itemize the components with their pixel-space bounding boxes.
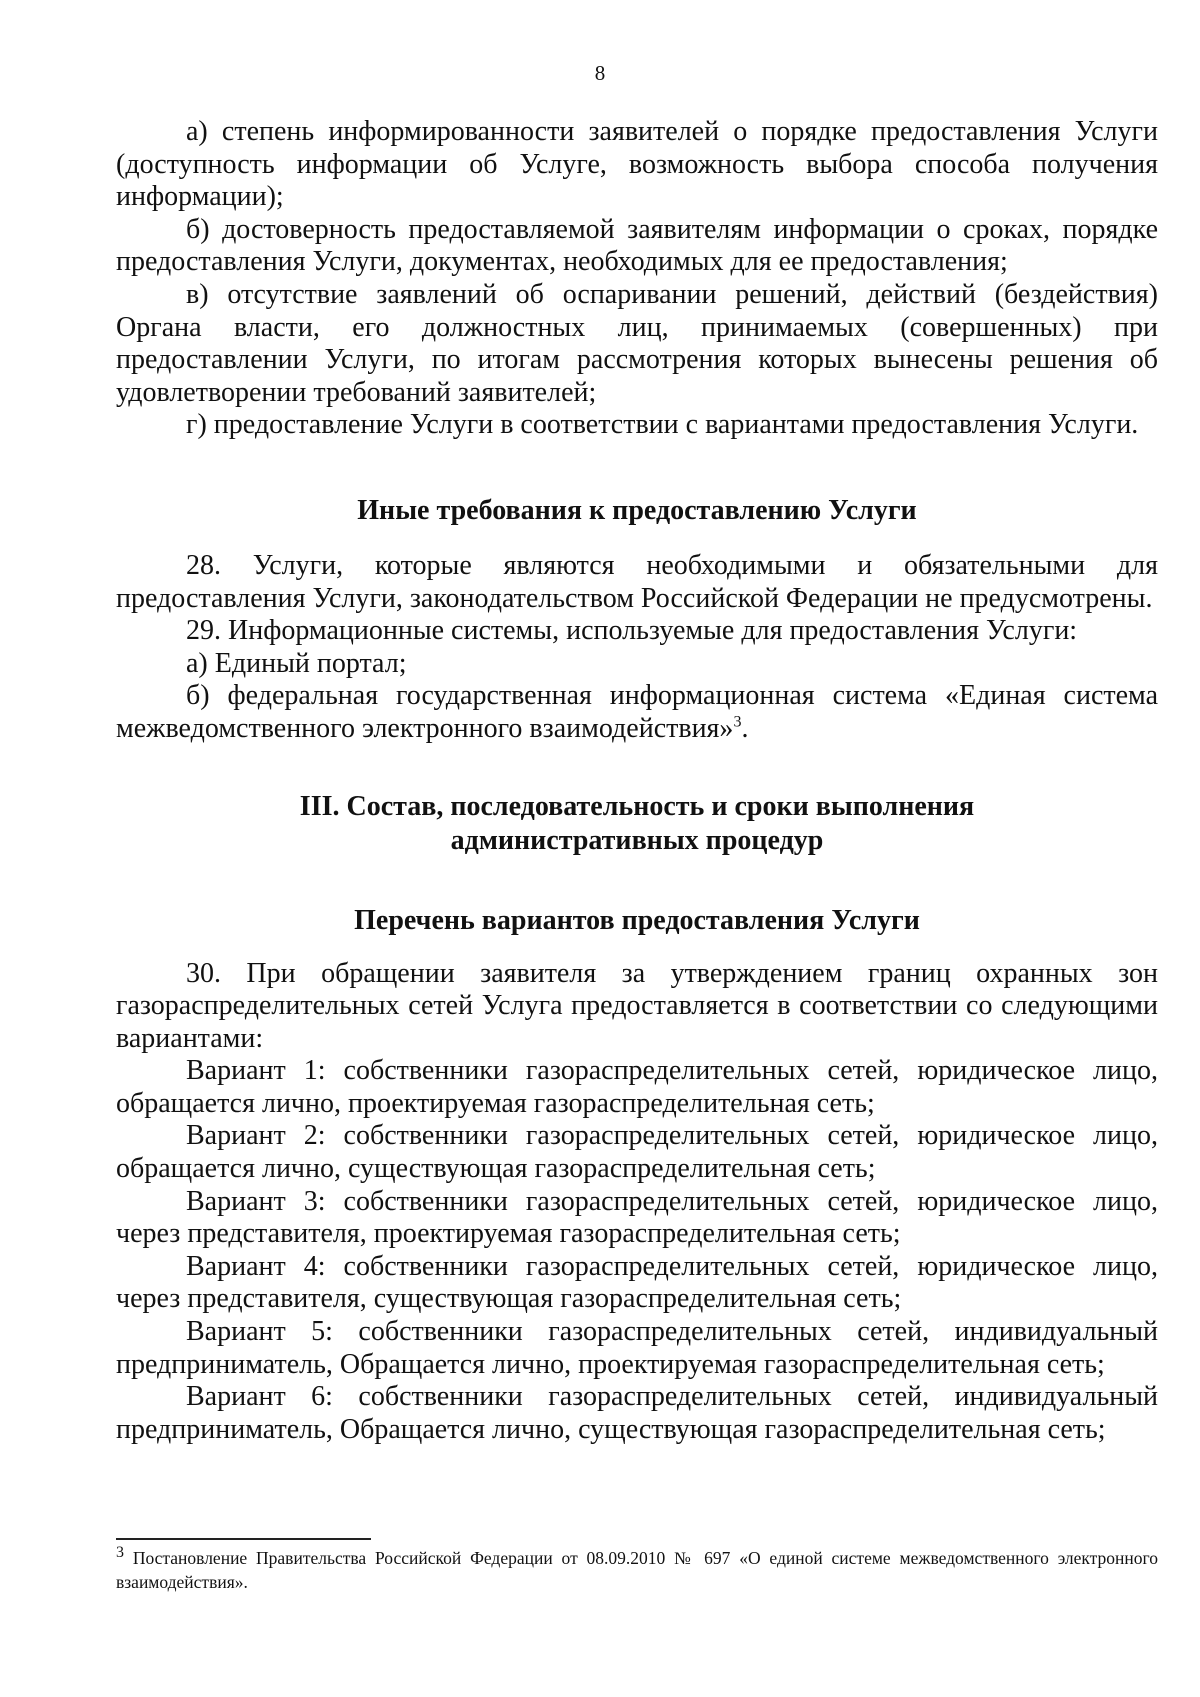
section-heading-iii: III. Состав, последовательность и сроки выполнения административных процедур <box>299 790 975 856</box>
page-body <box>116 116 1158 1446</box>
paragraph-criterion-b: б) достоверность предоставляемой заявителям информации о сроках, порядке предоставления Услуги, документах, необходимых для ее предоставления; <box>116 213 1158 278</box>
variant-4: Вариант 4: собственники газораспределительных сетей, юридическое лицо, через представителя, существующая газораспределительная сеть; <box>116 1250 1158 1315</box>
variant-1: Вариант 1: собственники газораспределительных сетей, юридическое лицо, обращается лично, проектируемая газораспределительная сеть; <box>116 1055 1158 1119</box>
page-number: 8 <box>594 61 606 85</box>
paragraph-29-item-a: а) Единый портал; <box>186 647 407 679</box>
paragraph-29-item-b-end: . <box>741 712 749 744</box>
paragraph-28: 28. Услуги, которые являются необходимыми и обязательными для предоставления Услуги, законодательством Российской Федерации не предусмотрены. <box>116 549 1158 614</box>
paragraph-29-item-b-text: б) федеральная государственная информационная система «Единая система межведомственного электронного взаимодействия» <box>116 680 1158 744</box>
footnote-text: Постановление Правительства Российской Федерации от 08.09.2010 № 697 «О единой системе межведомственного электронного взаимодействия». <box>116 1548 1158 1592</box>
footnote <box>116 1546 1158 1594</box>
footnote-separator <box>116 1538 371 1540</box>
footnote-number: 3 <box>116 1544 124 1562</box>
variant-5: Вариант 5: собственники газораспределительных сетей, индивидуальный предприниматель, Обращается лично, проектируемая газораспределительная сеть; <box>116 1316 1158 1380</box>
paragraph-criterion-a: а) степень информированности заявителей о порядке предоставления Услуги (доступность информации об Услуге, возможность выбора способа получения информации); <box>116 116 1158 213</box>
variant-6: Вариант 6: собственники газораспределительных сетей, индивидуальный предприниматель, Обращается лично, существующая газораспределительная сеть; <box>116 1381 1158 1445</box>
paragraph-criterion-g: г) предоставление Услуги в соответствии с вариантами предоставления Услуги. <box>186 409 1139 441</box>
footnote-reference: 3 <box>733 713 742 731</box>
paragraph-29: 29. Информационные системы, используемые для предоставления Услуги: <box>186 615 1078 647</box>
variant-3: Вариант 3: собственники газораспределительных сетей, юридическое лицо, через представителя, проектируемая газораспределительная сеть; <box>116 1185 1158 1250</box>
paragraph-29-item-b <box>116 680 1158 745</box>
heading-variants-list: Перечень вариантов предоставления Услуги <box>354 904 920 936</box>
paragraph-30: 30. При обращении заявителя за утверждением границ охранных зон газораспределительных сетей Услуга предоставляется в соответствии со следующими вариантами: <box>116 957 1158 1054</box>
paragraph-criterion-v: в) отсутствие заявлений об оспаривании решений, действий (бездействия) Органа власти, его должностных лиц, принимаемых (совершенных) при предоставлении Услуги, по итогам рассмотрения которых вынесены решения об удовлетворении требований заявителей; <box>116 278 1158 408</box>
variant-2: Вариант 2: собственники газораспределительных сетей, юридическое лицо, обращается лично, существующая газораспределительная сеть; <box>116 1120 1158 1185</box>
heading-other-requirements: Иные требования к предоставлению Услуги <box>357 494 917 526</box>
